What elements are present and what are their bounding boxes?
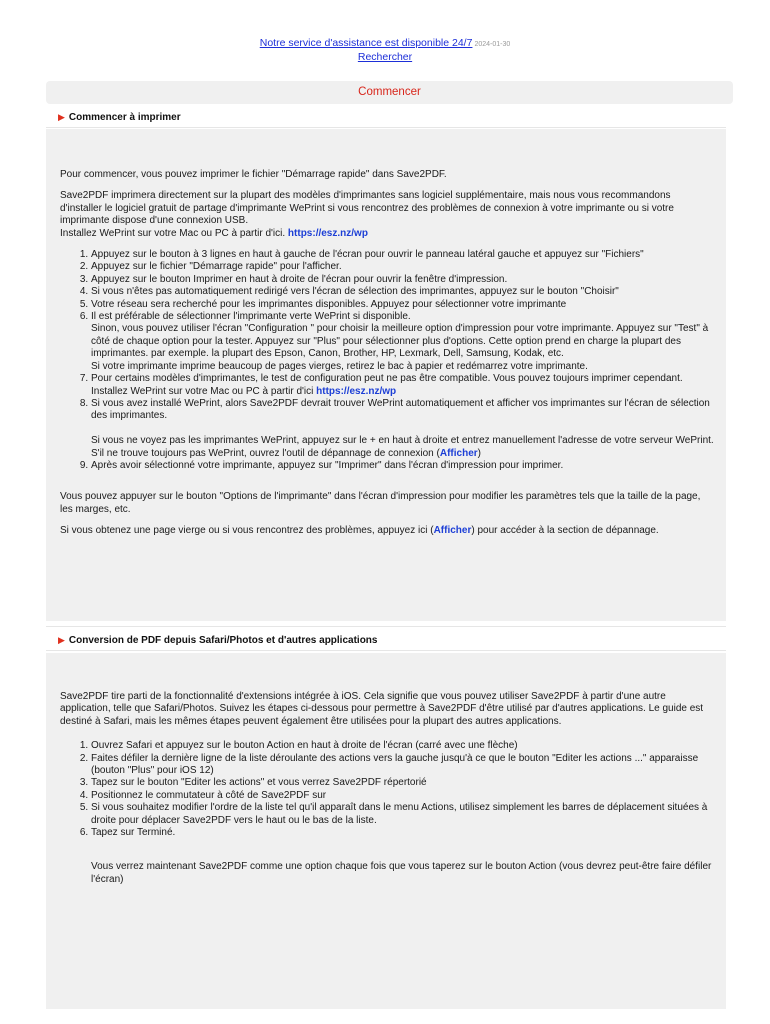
list-item: 1. Ouvrez Safari et appuyez sur le bouton Action en haut à droite de l'écran (carré avec une flèche) <box>91 740 714 752</box>
list-item: 3. Appuyez sur le bouton Imprimer en haut à droite de l'écran pour ouvrir la fenêtre d'impression. <box>91 274 714 286</box>
triangle-right-icon: ▶ <box>58 112 65 122</box>
list-item: 5. Si vous souhaitez modifier l'ordre de la liste tel qu'il apparaît dans le menu Actions, utilisez simplement les barres de déplacement situées à droite pour déplacer Save2PDF vers le haut ou le bas de la liste. <box>91 802 714 827</box>
outro-text: Vous verrez maintenant Save2PDF comme une option chaque fois que vous taperez sur le bouton Action (vous devrez peut-être faire défiler l'écran) <box>91 861 712 885</box>
blank-page-text <box>60 525 714 537</box>
start-bar[interactable]: Commencer <box>46 81 733 104</box>
section-title: Commencer à imprimer <box>68 112 181 123</box>
weprint-link[interactable]: https://esz.nz/wp <box>287 227 368 239</box>
triangle-right-icon: ▶ <box>58 635 65 645</box>
section-title: Conversion de PDF depuis Safari/Photos et d'autres applications <box>68 635 378 646</box>
weprint-recommendation <box>60 190 714 240</box>
blank-text-end: ) pour accéder à la section de dépannage. <box>471 525 659 537</box>
install-text: Installez WePrint sur votre Mac ou PC à partir d'ici. <box>60 227 288 239</box>
list-item: 6. Tapez sur Terminé. <box>91 827 714 839</box>
steps-list <box>60 740 714 839</box>
section-header-pdf-conversion[interactable] <box>58 632 728 648</box>
section-header-start-printing[interactable] <box>58 109 728 125</box>
list-item <box>91 373 714 398</box>
date-label: 2024-01-30 <box>474 41 511 48</box>
list-item: 5. Votre réseau sera recherché pour les imprimantes disponibles. Appuyez pour sélectionner votre imprimante <box>91 299 714 311</box>
section-panel-start-printing <box>46 129 726 621</box>
top-links <box>0 37 770 64</box>
step-text: Pour certains modèles d'imprimantes, le test de configuration peut ne pas être compatible. Vous pouvez toujours imprimer cependant. Installez WePrint sur votre Mac ou PC à partir d'ici <box>91 373 683 397</box>
list-item <box>91 311 714 373</box>
show-troubleshoot-link[interactable]: Afficher <box>433 525 472 537</box>
step-text: Si vous avez installé WePrint, alors Save2PDF devrait trouver WePrint automatiquement et afficher vos imprimantes sur l'écran de sélection des imprimantes. <box>91 397 710 422</box>
intro-text: Save2PDF tire parti de la fonctionnalité d'extensions intégrée à iOS. Cela signifie que vous pouvez utiliser Save2PDF à partir d'une autre application, telle que Safari/Photos. Suivez les étapes ci-dessous pour permettre à Save2PDF d'être utilisé par d'autres applications. Le guide est destiné à Safari, mais les mêmes étapes peuvent également être utilisées pour la plupart des autres applications. <box>60 691 704 727</box>
divider <box>46 650 726 651</box>
search-link[interactable]: Rechercher <box>357 51 413 63</box>
step-text: Si vous ne voyez pas les imprimantes WePrint, appuyez sur le + en haut à droite et entrez manuellement l'adresse de votre serveur WePrint. S'il ne trouve toujours pas WePrint, ouvrez l'outil de dépannage de connexion ( <box>91 435 714 459</box>
list-item <box>91 398 714 460</box>
divider <box>46 626 726 627</box>
weprint-link[interactable]: https://esz.nz/wp <box>316 385 397 397</box>
list-item: 4. Positionnez le commutateur à côté de Save2PDF sur <box>91 790 714 802</box>
list-item: 1. Appuyez sur le bouton à 3 lignes en haut à gauche de l'écran pour ouvrir le panneau latéral gauche et appuyez sur "Fichiers" <box>91 249 714 261</box>
list-item: 2. Faites défiler la dernière ligne de la liste déroulante des actions vers la gauche jusqu'à ce que le bouton "Editer les actions ..." apparaisse (bouton "Plus" pour iOS 12) <box>91 753 714 778</box>
list-item: 2. Appuyez sur le fichier "Démarrage rapide" pour l'afficher. <box>91 261 714 273</box>
step-text: Il est préférable de sélectionner l'imprimante verte WePrint si disponible. <box>91 311 411 323</box>
steps-list <box>60 249 714 472</box>
weprint-text: Save2PDF imprimera directement sur la plupart des modèles d'imprimantes sans logiciel supplémentaire, mais nous vous recommandons d'installer le logiciel gratuit de partage d'imprimante WePrint si vous rencontrez des problèmes de connexion à votre imprimante ou si votre imprimante dispose d'une connexion USB. <box>60 190 674 227</box>
support-link[interactable]: Notre service d'assistance est disponible 24/7 <box>259 37 473 49</box>
list-item: 9. Après avoir sélectionné votre imprimante, appuyez sur "Imprimer" dans l'écran d'impression pour imprimer. <box>91 460 714 472</box>
divider <box>46 127 726 128</box>
section-panel-pdf-conversion <box>46 653 726 1009</box>
intro-text: Pour commencer, vous pouvez imprimer le fichier "Démarrage rapide" dans Save2PDF. <box>60 169 447 180</box>
list-item: 4. Si vous n'êtes pas automatiquement redirigé vers l'écran de sélection des imprimantes, appuyez sur le bouton "Choisir" <box>91 286 714 298</box>
list-item: 3. Tapez sur le bouton "Editer les actions" et vous verrez Save2PDF répertorié <box>91 777 714 789</box>
step-text: Si votre imprimante imprime beaucoup de pages vierges, retirez le bac à papier et redémarrez votre imprimante. <box>91 360 588 372</box>
options-text: Vous pouvez appuyer sur le bouton "Options de l'imprimante" dans l'écran d'impression pour modifier les paramètres tels que la taille de la page, les marges, etc. <box>60 491 701 515</box>
step-text: Sinon, vous pouvez utiliser l'écran "Configuration " pour choisir la meilleure option d'impression pour votre imprimante. Appuyez sur "Test" à côté de chaque option pour la tester. Appuyez sur "Plus" pour sélectionner plus d'options. Cette option prend en charge la plupart des imprimantes. par exemple. la plupart des Epson, Canon, Brother, HP, Lexmark, Dell, Samsung, Kodak, etc. <box>91 323 709 360</box>
step-text: ) <box>477 447 481 459</box>
show-troubleshoot-link[interactable]: Afficher <box>439 447 478 459</box>
blank-text: Si vous obtenez une page vierge ou si vous rencontrez des problèmes, appuyez ici ( <box>60 525 434 537</box>
